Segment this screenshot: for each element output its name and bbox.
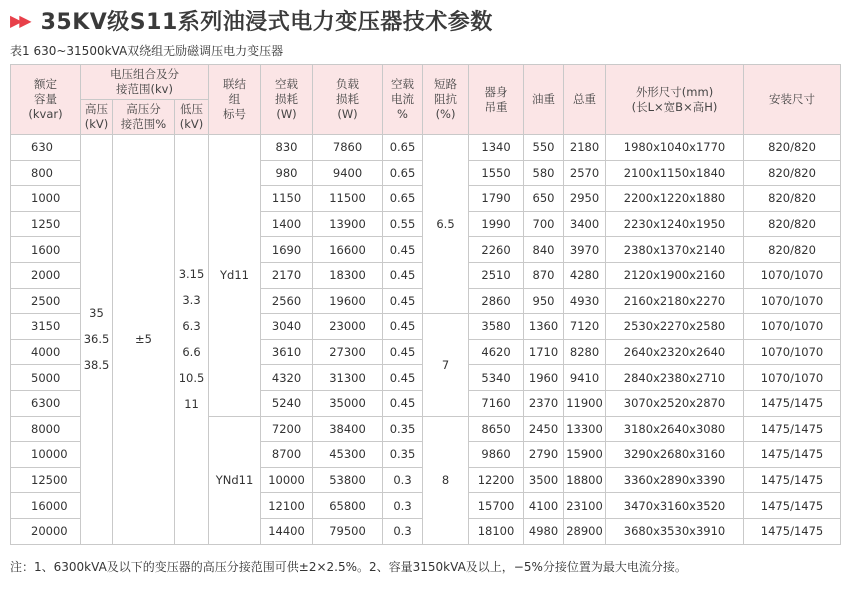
header-load-loss [313,65,383,135]
cell-load-loss: 13900 [313,211,383,237]
cell-capacity: 12500 [11,467,81,493]
cell-no-load-current: 0.45 [383,262,423,288]
cell-install-size: 1070/1070 [744,365,841,391]
header-line: 电流 [391,92,415,106]
cell-dimensions: 3360x2890x3390 [606,467,744,493]
cell-body-lift-weight: 2510 [469,262,524,288]
cell-no-load-current: 0.3 [383,467,423,493]
cell-dimensions: 2200x1220x1880 [606,186,744,212]
cell-no-load-loss: 3610 [261,339,313,365]
header-row-1 [11,65,841,100]
cell-total-weight: 2570 [564,160,606,186]
cell-no-load-current: 0.45 [383,288,423,314]
header-line: 接范围% [120,117,167,131]
cell-total-weight: 15900 [564,442,606,468]
cell-total-weight: 4930 [564,288,606,314]
cell-body-lift-weight: 8650 [469,416,524,442]
header-line: (kvar) [28,107,63,121]
cell-oil-weight: 2370 [524,390,564,416]
cell-group-ynd11: YNd11 [209,416,261,544]
header-line: (W) [337,107,358,121]
cell-capacity: 2000 [11,262,81,288]
header-tap-range [113,100,175,135]
cell-capacity: 630 [11,135,81,161]
cell-no-load-current: 0.45 [383,390,423,416]
cell-body-lift-weight: 15700 [469,493,524,519]
cell-total-weight: 28900 [564,518,606,544]
cell-capacity: 6300 [11,390,81,416]
cell-capacity: 16000 [11,493,81,519]
cell-capacity: 10000 [11,442,81,468]
cell-oil-weight: 870 [524,262,564,288]
header-line: 联结 [223,77,247,91]
cell-body-lift-weight: 7160 [469,390,524,416]
cell-install-size: 1475/1475 [744,390,841,416]
header-line: (长L×宽B×高H) [631,99,718,114]
cell-oil-weight: 550 [524,135,564,161]
cell-total-weight: 18800 [564,467,606,493]
header-line: 损耗 [336,92,360,106]
cell-total-weight: 13300 [564,416,606,442]
cell-load-loss: 23000 [313,314,383,340]
cell-no-load-loss: 7200 [261,416,313,442]
cell-no-load-loss: 1690 [261,237,313,263]
cell-install-size: 1475/1475 [744,467,841,493]
header-oil-weight: 油重 [524,65,564,135]
cell-no-load-current: 0.55 [383,211,423,237]
cell-no-load-loss: 980 [261,160,313,186]
cell-body-lift-weight: 5340 [469,365,524,391]
table-caption: 表1 630~31500kVA双绕组无励磁调压电力变压器 [10,44,284,58]
header-line: 额定 [34,77,57,91]
cell-oil-weight: 1960 [524,365,564,391]
cell-body-lift-weight: 4620 [469,339,524,365]
cell-no-load-loss: 830 [261,135,313,161]
header-body-lift-weight [469,65,524,135]
cell-total-weight: 3400 [564,211,606,237]
header-line: 高压 [85,102,108,116]
cell-total-weight: 9410 [564,365,606,391]
cell-no-load-loss: 2170 [261,262,313,288]
cell-capacity: 4000 [11,339,81,365]
cell-no-load-current: 0.3 [383,493,423,519]
cell-body-lift-weight: 1790 [469,186,524,212]
cell-no-load-loss: 8700 [261,442,313,468]
cell-load-loss: 19600 [313,288,383,314]
cell-total-weight: 3970 [564,237,606,263]
cell-body-lift-weight: 1340 [469,135,524,161]
header-rated-capacity [11,65,81,135]
cell-oil-weight: 4100 [524,493,564,519]
cell-dimensions: 3180x2640x3080 [606,416,744,442]
cell-no-load-loss: 1150 [261,186,313,212]
cell-install-size: 1475/1475 [744,493,841,519]
cell-load-loss: 79500 [313,518,383,544]
cell-capacity: 3150 [11,314,81,340]
cell-total-weight: 2950 [564,186,606,212]
cell-dimensions: 3290x2680x3160 [606,442,744,468]
cell-install-size: 1475/1475 [744,442,841,468]
cell-hv-merged [81,135,113,545]
cell-oil-weight: 2450 [524,416,564,442]
header-total-weight: 总重 [564,65,606,135]
cell-dimensions: 2530x2270x2580 [606,314,744,340]
page-title: 35KV级S11系列油浸式电力变压器技术参数 [40,9,493,35]
header-line: 低压 [180,102,203,116]
cell-body-lift-weight: 1990 [469,211,524,237]
cell-no-load-current: 0.45 [383,314,423,340]
cell-no-load-current: 0.65 [383,135,423,161]
cell-capacity: 20000 [11,518,81,544]
cell-dimensions: 2380x1370x2140 [606,237,744,263]
cell-total-weight: 4280 [564,262,606,288]
cell-impedance-merged: 7 [423,314,469,416]
cell-load-loss: 45300 [313,442,383,468]
cell-no-load-current: 0.3 [383,518,423,544]
header-line: 接范围(kv) [116,82,173,96]
header-line: 标号 [223,107,247,121]
header-line: 外形尺寸(mm) [635,84,714,99]
cell-install-size: 820/820 [744,211,841,237]
table-row [11,135,841,161]
cell-load-loss: 9400 [313,160,383,186]
cell-body-lift-weight: 3580 [469,314,524,340]
header-line: 组 [228,92,241,106]
cell-no-load-loss: 12100 [261,493,313,519]
header-install-size: 安装尺寸 [744,65,841,135]
cell-body-lift-weight: 9860 [469,442,524,468]
cell-install-size: 820/820 [744,186,841,212]
cell-install-size: 820/820 [744,160,841,186]
cell-no-load-current: 0.35 [383,416,423,442]
lv-value: 10.5 [178,371,205,386]
cell-oil-weight: 1360 [524,314,564,340]
cell-total-weight: 11900 [564,390,606,416]
cell-dimensions: 2120x1900x2160 [606,262,744,288]
cell-impedance-merged: 6.5 [423,135,469,314]
cell-load-loss: 27300 [313,339,383,365]
cell-no-load-current: 0.65 [383,186,423,212]
transformer-spec-table [10,64,841,545]
cell-oil-weight: 950 [524,288,564,314]
cell-no-load-current: 0.45 [383,339,423,365]
cell-capacity: 1000 [11,186,81,212]
cell-oil-weight: 700 [524,211,564,237]
cell-capacity: 1600 [11,237,81,263]
cell-dimensions: 2100x1150x1840 [606,160,744,186]
lv [175,261,208,417]
header-impedance [423,65,469,135]
cell-body-lift-weight: 2260 [469,237,524,263]
cell-dimensions: 2230x1240x1950 [606,211,744,237]
cell-load-loss: 65800 [313,493,383,519]
cell-oil-weight: 1710 [524,339,564,365]
cell-no-load-current: 0.65 [383,160,423,186]
header-no-load-loss [261,65,313,135]
header-voltage-combo [81,65,209,100]
cell-body-lift-weight: 18100 [469,518,524,544]
cell-capacity: 2500 [11,288,81,314]
cell-body-lift-weight: 2860 [469,288,524,314]
cell-total-weight: 23100 [564,493,606,519]
cell-install-size: 1475/1475 [744,416,841,442]
header-vector-group [209,65,261,135]
cell-dimensions: 3470x3160x3520 [606,493,744,519]
cell-lv-merged [175,135,209,545]
cell-install-size: 820/820 [744,237,841,263]
cell-group-yd11: Yd11 [209,135,261,417]
cell-no-load-loss: 5240 [261,390,313,416]
header-line: (%) [435,107,456,121]
cell-capacity: 1250 [11,211,81,237]
header-line: 高压分 [126,102,161,116]
lv-value: 6.6 [182,345,201,360]
header-line: 容量 [34,92,57,106]
cell-oil-weight: 2790 [524,442,564,468]
header-line: 吊重 [484,99,508,114]
header-line: % [397,107,408,121]
cell-oil-weight: 3500 [524,467,564,493]
footnote: 注：1、6300kVA及以下的变压器的高压分接范围可供±2×2.5%。2、容量3150kVA及以上，−5%分接位置为最大电流分接。 [10,560,687,574]
cell-oil-weight: 840 [524,237,564,263]
cell-capacity: 8000 [11,416,81,442]
hv-value: 38.5 [83,358,110,373]
hv-value: 35 [89,306,104,321]
cell-oil-weight: 650 [524,186,564,212]
lv-value: 11 [184,397,199,412]
header-line: (W) [276,107,297,121]
header-line: 空载 [391,77,415,91]
cell-install-size: 1070/1070 [744,339,841,365]
double-arrow-icon: ▶▶ [10,10,29,30]
header-line: 空载 [275,77,299,91]
cell-no-load-loss: 2560 [261,288,313,314]
lv-value: 6.3 [182,319,201,334]
header-dimensions [606,65,744,135]
cell-oil-weight: 4980 [524,518,564,544]
cell-dimensions: 3680x3530x3910 [606,518,744,544]
cell-capacity: 800 [11,160,81,186]
cell-load-loss: 38400 [313,416,383,442]
cell-load-loss: 7860 [313,135,383,161]
cell-load-loss: 16600 [313,237,383,263]
header-line: 负载 [336,77,360,91]
title-row [10,4,493,36]
cell-load-loss: 53800 [313,467,383,493]
lv-value: 3.15 [178,267,205,282]
cell-dimensions: 2640x2320x2640 [606,339,744,365]
header-line: (kV) [84,117,109,131]
cell-dimensions: 3070x2520x2870 [606,390,744,416]
cell-dimensions: 2160x2180x2270 [606,288,744,314]
cell-body-lift-weight: 1550 [469,160,524,186]
cell-load-loss: 11500 [313,186,383,212]
cell-install-size: 1070/1070 [744,262,841,288]
header-line: 阻抗 [434,92,458,106]
lv-value: 3.3 [182,293,201,308]
cell-no-load-loss: 3040 [261,314,313,340]
header-line: (kV) [179,117,204,131]
cell-total-weight: 7120 [564,314,606,340]
cell-oil-weight: 580 [524,160,564,186]
header-hv [81,100,113,135]
cell-body-lift-weight: 12200 [469,467,524,493]
cell-no-load-current: 0.35 [383,442,423,468]
cell-load-loss: 35000 [313,390,383,416]
header-line: 器身 [484,84,508,99]
cell-install-size: 1070/1070 [744,314,841,340]
hv-value: 36.5 [83,332,110,347]
cell-dimensions: 2840x2380x2710 [606,365,744,391]
cell-install-size: 1070/1070 [744,288,841,314]
cell-no-load-current: 0.45 [383,365,423,391]
cell-impedance-merged: 8 [423,416,469,544]
cell-no-load-loss: 1400 [261,211,313,237]
cell-no-load-loss: 4320 [261,365,313,391]
cell-load-loss: 31300 [313,365,383,391]
cell-dimensions: 1980x1040x1770 [606,135,744,161]
header-no-load-current [383,65,423,135]
header-line: 电压组合及分 [110,67,179,81]
cell-tap-merged: ±5 [113,135,175,545]
hv [81,300,112,378]
cell-no-load-loss: 10000 [261,467,313,493]
header-line: 损耗 [275,92,299,106]
header-lv [175,100,209,135]
cell-total-weight: 8280 [564,339,606,365]
cell-install-size: 1475/1475 [744,518,841,544]
cell-install-size: 820/820 [744,135,841,161]
cell-total-weight: 2180 [564,135,606,161]
cell-no-load-loss: 14400 [261,518,313,544]
cell-no-load-current: 0.45 [383,237,423,263]
table-body [11,135,841,545]
cell-load-loss: 18300 [313,262,383,288]
header-line: 短路 [434,77,458,91]
cell-capacity: 5000 [11,365,81,391]
